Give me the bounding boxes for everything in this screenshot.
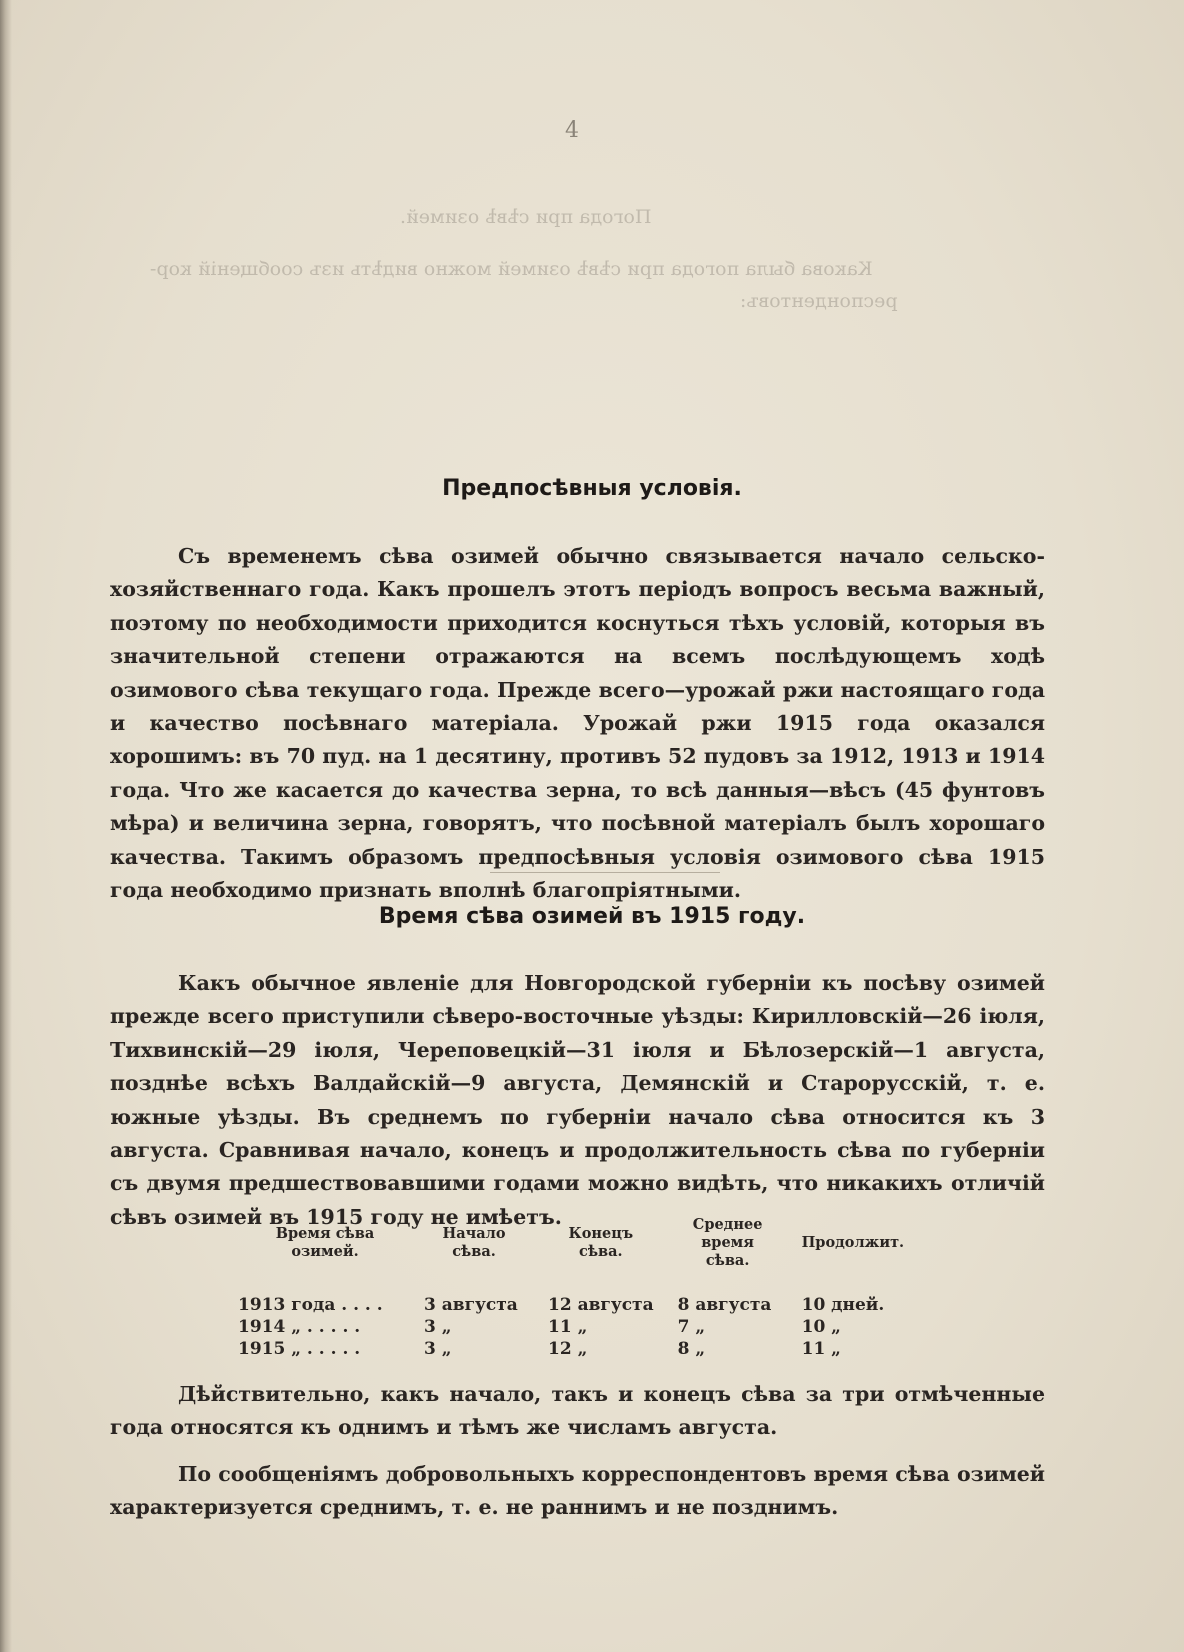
table-cell: 1913 года . . . . xyxy=(238,1295,383,1315)
table-cell: 10 „ xyxy=(801,1317,841,1337)
table-cell: 8 августа xyxy=(677,1295,772,1315)
table-cell: 10 дней. xyxy=(801,1295,885,1315)
table-cell: 12 „ xyxy=(548,1339,588,1359)
table-cell: 3 „ xyxy=(424,1317,452,1337)
table-header-cell: Начало сѣва. xyxy=(442,1225,506,1260)
paragraph-sowing-time-text: Какъ обычное явленіе для Новгородской губерніи къ посѣву озимей прежде всего приступили сѣверо-восточные уѣзды: Кирилловскій—26 іюля, Тихвинскій—29 іюля, Череповецкій—31 іюля и Бѣлозерскій—1 августа, позднѣе всѣхъ Валдайскій—9 августа, Демянскій и Старорусскій, т. е. южные уѣзды. Въ среднемъ по губерніи начало сѣва относится къ 3 августа. Сравнивая начало, конецъ и продолжительность сѣва по губерніи съ двумя предшествовавшими годами можно видѣть, что никакихъ отличій сѣвъ озимей въ 1915 году не имѣетъ. xyxy=(110,971,1045,1229)
page-binding-edge xyxy=(0,0,12,1652)
paragraph-presowing-text: Съ временемъ сѣва озимей обычно связывается начало сельско-хозяйственнаго года. Какъ прошелъ этотъ періодъ вопросъ весьма важный, поэтому по необходимости приходится коснуться тѣхъ условій, которыя въ значительной степени отражаются на всемъ послѣдующемъ ходѣ озимового сѣва текущаго года. Прежде всего—урожай ржи настоящаго года и качество посѣвнаго матеріала. Урожай ржи 1915 года оказался хорошимъ: въ 70 пуд. на 1 десятину, противъ 52 пудовъ за 1912, 1913 и 1914 года. Что же касается до качества зерна, то всѣ данныя—вѣсъ (45 фунтовъ мѣра) и величина зерна, говорятъ, что посѣвной матеріалъ былъ хорошаго качества. Такимъ образомъ предпосѣвныя условія озимового сѣва 1915 года необходимо признать вполнѣ благопріятными. xyxy=(110,544,1045,903)
table-cell: 8 „ xyxy=(677,1339,706,1359)
paragraph-sowing-same-dates xyxy=(110,1378,1045,1445)
section-divider xyxy=(490,872,720,873)
table-cell: 3 августа xyxy=(424,1295,518,1315)
page-number: 4 xyxy=(565,118,579,143)
table-header-cell: Среднее время сѣва. xyxy=(692,1216,763,1269)
paragraph-correspondents-text: По сообщеніямъ добровольныхъ корреспондентовъ время сѣва озимей характеризуется среднимъ, т. е. не раннимъ и не позднимъ. xyxy=(110,1462,1045,1520)
table-cell: 12 августа xyxy=(548,1295,654,1315)
table-header-cell: Конецъ сѣва. xyxy=(568,1225,634,1260)
table-header-cell: Время сѣва озимей. xyxy=(275,1225,375,1260)
paragraph-presowing xyxy=(110,540,1045,907)
table-cell: 1915 „ . . . . . xyxy=(238,1339,361,1359)
table-row xyxy=(238,1338,916,1360)
table-header-cell: Продолжит. xyxy=(801,1234,905,1251)
table-header-row xyxy=(238,1216,916,1294)
paragraph-correspondents xyxy=(110,1458,1045,1525)
table-cell: 1914 „ . . . . . xyxy=(238,1317,361,1337)
bleed-through-line-2: Какова была погода при сѣвѣ озимей можно видѣть изъ сообщеній кор- xyxy=(150,258,873,280)
sowing-dates-table xyxy=(238,1216,916,1360)
table-cell: 11 „ xyxy=(801,1339,841,1359)
section-heading-sowing-time: Время сѣва озимей въ 1915 году. xyxy=(378,904,806,929)
paragraph-sowing-same-dates-text: Дѣйствительно, какъ начало, такъ и конецъ сѣва за три отмѣченные года относятся къ однимъ и тѣмъ же числамъ августа. xyxy=(110,1382,1045,1440)
paragraph-sowing-time xyxy=(110,967,1045,1234)
bleed-through-line-3: респондентовъ: xyxy=(740,290,898,312)
table-cell: 7 „ xyxy=(677,1317,706,1337)
table-cell: 11 „ xyxy=(548,1317,588,1337)
table-cell: 3 „ xyxy=(424,1339,452,1359)
bleed-through-line-1: Погода при сѣвѣ озимей. xyxy=(400,206,652,228)
table-row xyxy=(238,1294,916,1316)
table-row xyxy=(238,1316,916,1338)
section-heading-presowing: Предпосѣвныя условія. xyxy=(442,476,742,501)
